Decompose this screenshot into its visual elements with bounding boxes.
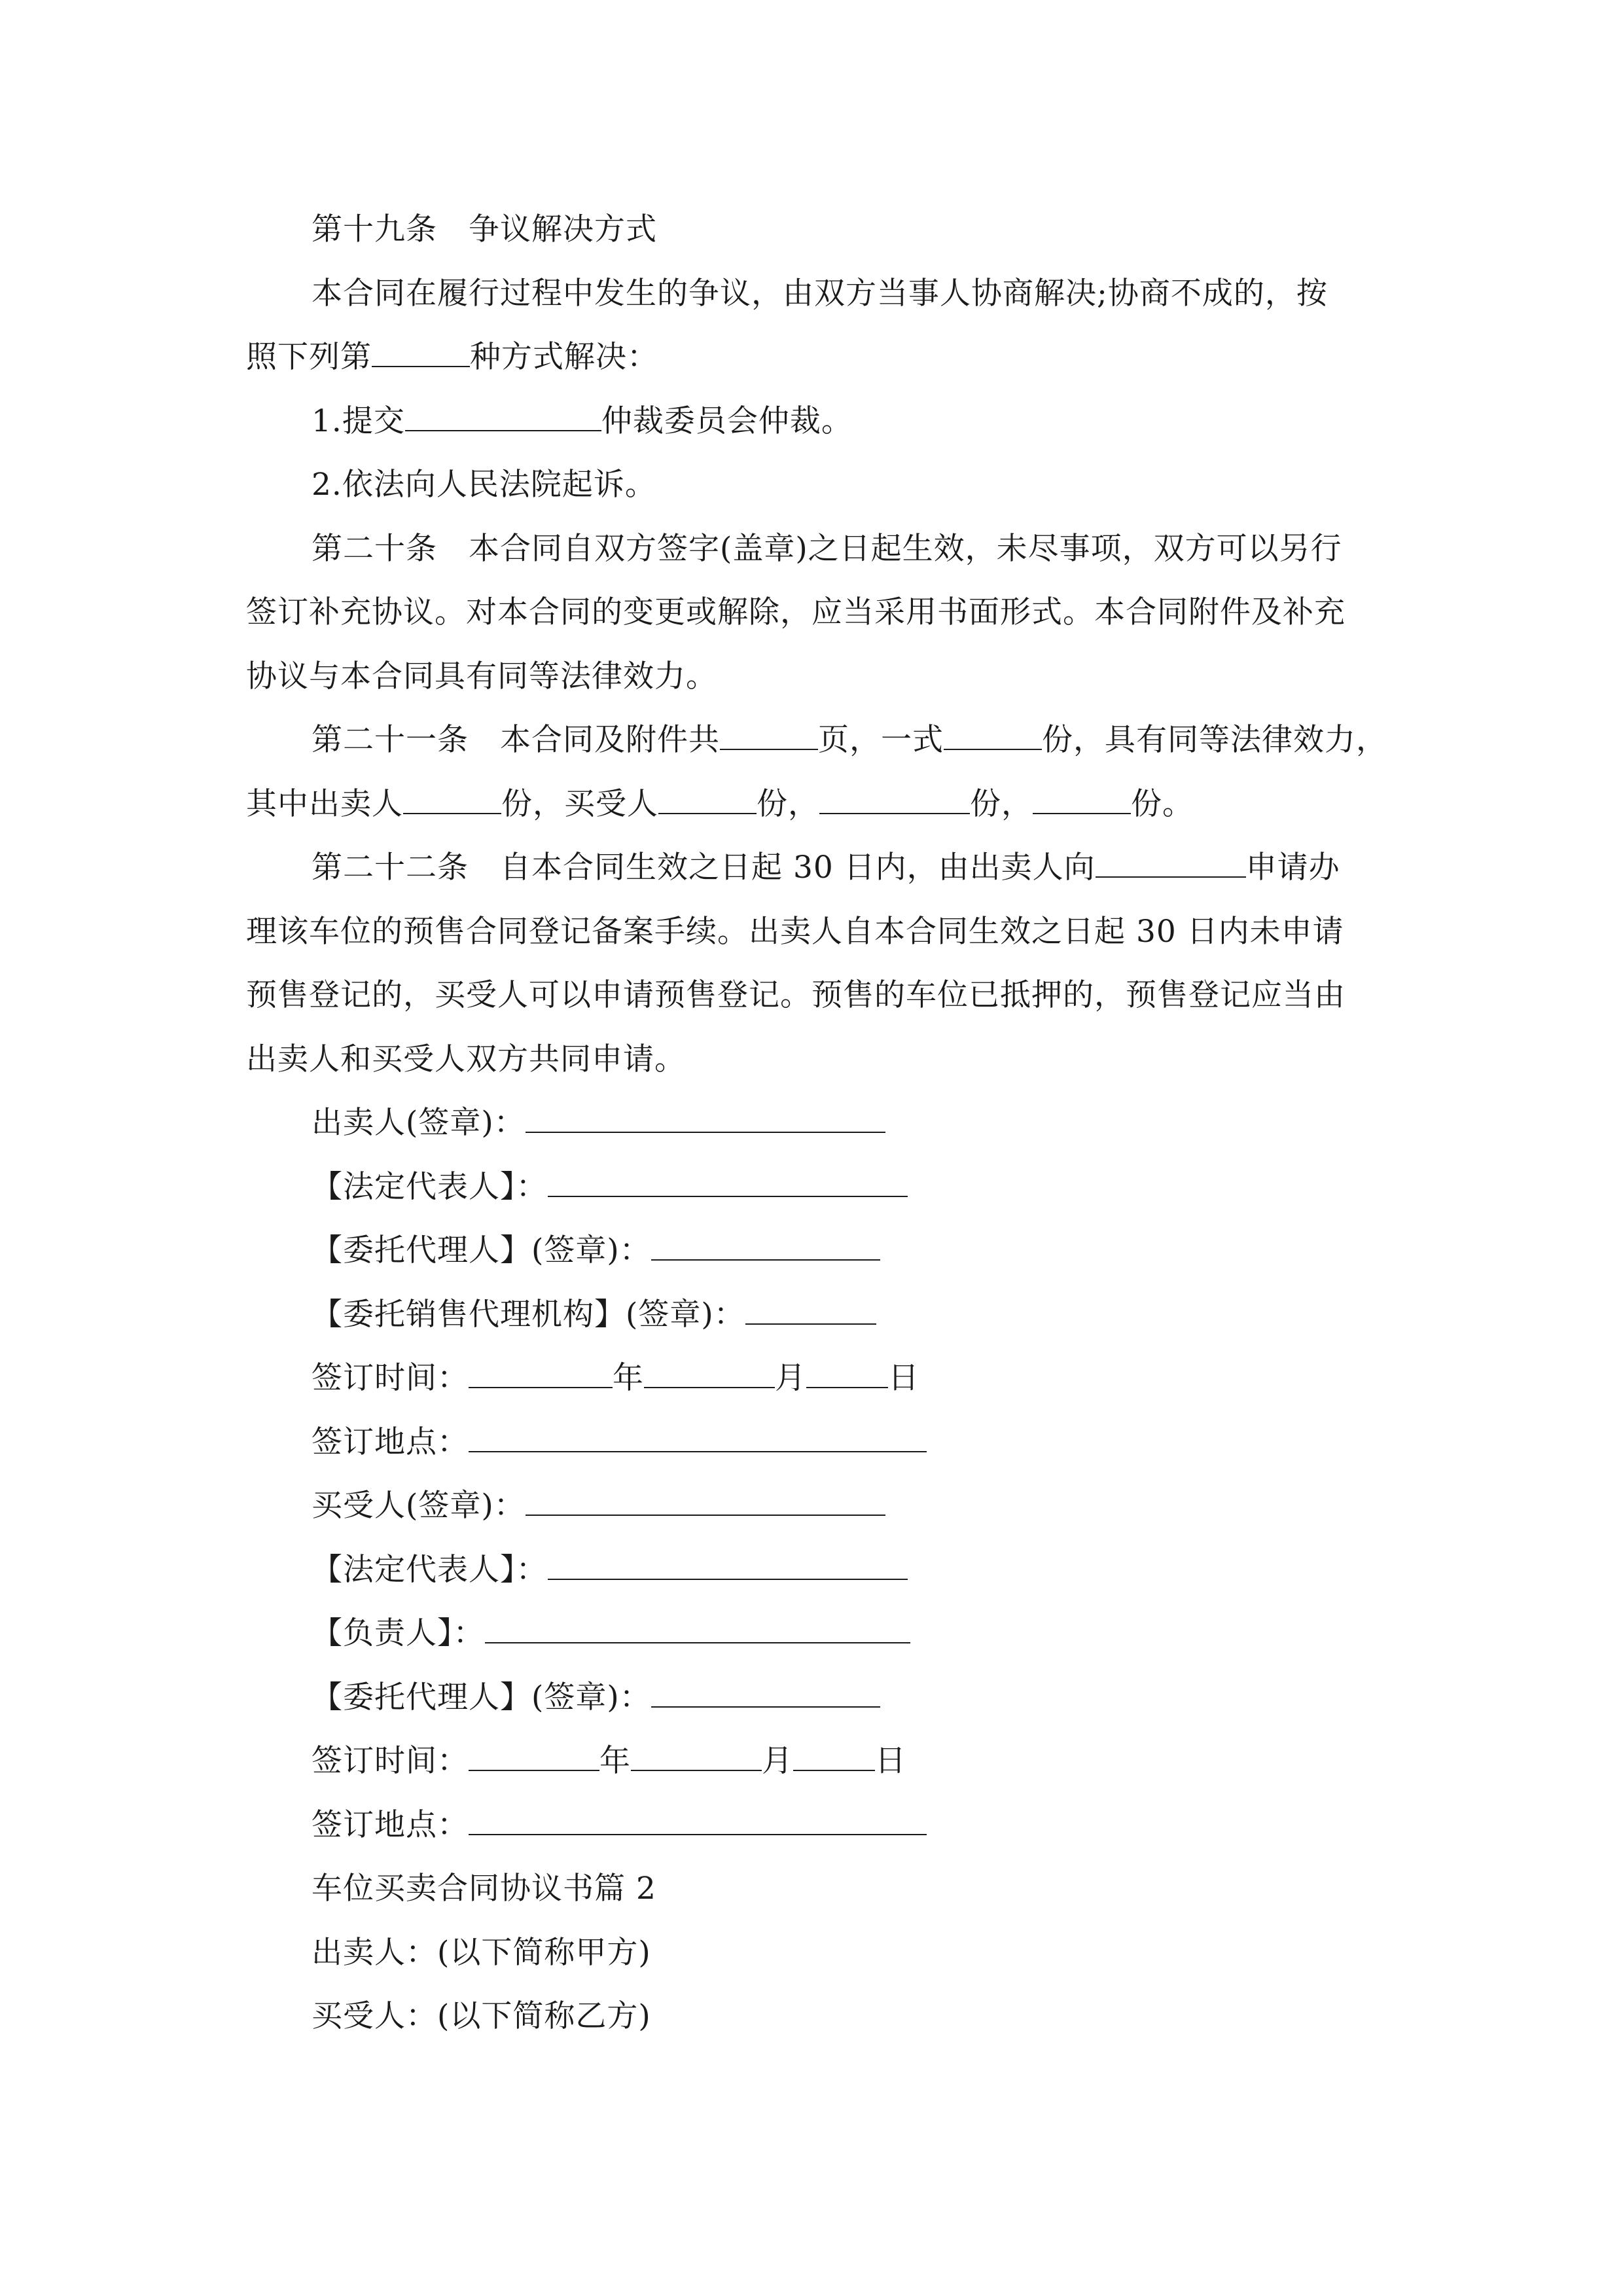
registration-authority-blank[interactable] [1096,850,1246,878]
seller-day-field[interactable] [806,1361,888,1388]
seller-sales-agency-label: 【委托销售代理机构】(签章)： [312,1296,745,1333]
section-2-title: 车位买卖合同协议书篇 2 [312,1871,656,1907]
other-party-blank[interactable] [819,787,970,814]
article-22-text-c: 理该车位的预售合同登记备案手续。出卖人自本合同生效之日起 30 日内未申请 [246,913,1344,950]
article-20-line-1 [246,517,1381,581]
seller-sales-agency-field[interactable] [745,1297,876,1325]
article-19-text-2a: 照下列第 [246,339,372,375]
buyer-day-label: 日 [875,1743,906,1779]
buyer-date-row [246,1729,1381,1793]
seller-place-field[interactable] [469,1425,927,1452]
buyer-year-field[interactable] [469,1744,599,1771]
article-22-line-2 [246,900,1381,964]
seller-legal-rep-label: 【法定代表人】： [312,1168,548,1205]
document-body [246,198,1387,2049]
option-1-suffix: 仲裁委员会仲裁。 [601,403,853,439]
seller-year-field[interactable] [469,1361,613,1388]
buyer-place-row [246,1793,1381,1857]
buyer-responsible-row [246,1602,1381,1666]
option-1-prefix: 1.提交 [312,403,405,439]
article-20-line-3: 协议与本合同具有同等法律效力。 [246,658,717,694]
buyer-place-label: 签订地点： [312,1806,469,1843]
article-22-line-1 [246,836,1381,900]
seller-year-label: 年 [613,1360,644,1396]
article-21-text-g: 份， [970,785,1033,822]
buyer-agent-field[interactable] [651,1680,880,1708]
article-19-text: 本合同在履行过程中发生的争议，由双方当事人协商解决;协商不成的，按 [312,275,1328,312]
article-20-text-2: 签订补充协议。对本合同的变更或解除，应当采用书面形式。本合同附件及补充 [246,594,1346,630]
buyer-responsible-label: 【负责人】： [312,1615,485,1651]
buyer-year-label: 年 [599,1743,631,1779]
section-2-buyer: 买受人：(以下简称乙方) [312,1998,651,2034]
buyer-date-label: 签订时间： [312,1743,469,1779]
arbitration-committee-blank[interactable] [405,404,601,431]
copies-count-blank[interactable] [944,723,1042,750]
seller-date-row [246,1346,1381,1410]
seller-legal-rep-field[interactable] [548,1170,908,1197]
buyer-month-field[interactable] [631,1744,762,1771]
seller-sales-agency-row [246,1283,1381,1347]
buyer-day-field[interactable] [793,1744,875,1771]
seller-month-field[interactable] [644,1361,775,1388]
seller-month-label: 月 [775,1360,806,1396]
article-22-line-4: 出卖人和买受人双方共同申请。 [246,1041,686,1077]
option-number-blank[interactable] [372,340,470,367]
seller-date-label: 签订时间： [312,1360,469,1396]
seller-agent-field[interactable] [651,1233,880,1261]
article-21-text-h: 份。 [1131,785,1194,822]
seller-signature-row [246,1091,1381,1155]
buyer-legal-rep-label: 【法定代表人】： [312,1551,548,1588]
buyer-signature-row [246,1474,1381,1538]
article-20-text-1: 第二十条 本合同自双方签字(盖章)之日起生效，未尽事项，双方可以另行 [312,530,1342,567]
seller-legal-rep-row [246,1155,1381,1219]
article-19-paragraph-cont [246,325,1381,389]
article-22-text-d: 预售登记的，买受人可以申请预售登记。预售的车位已抵押的，预售登记应当由 [246,977,1346,1013]
buyer-place-field[interactable] [469,1808,927,1835]
seller-place-label: 签订地点： [312,1424,469,1460]
pages-count-blank[interactable] [720,723,818,750]
section-2-seller: 出卖人：(以下简称甲方) [312,1934,651,1971]
buyer-copies-blank[interactable] [658,787,757,814]
seller-place-row [246,1410,1381,1475]
article-21-text-c: 份，具有同等法律效力， [1042,722,1387,758]
article-19-text-2b: 种方式解决： [470,339,658,375]
article-22-line-3 [246,963,1381,1028]
article-21-line-1 [246,708,1387,772]
buyer-agent-label: 【委托代理人】(签章)： [312,1679,651,1715]
buyer-legal-rep-field[interactable] [548,1552,908,1580]
buyer-signature-label: 买受人(签章)： [312,1488,526,1524]
article-22-text-b: 申请办 [1245,850,1340,886]
article-19-paragraph [246,262,1381,326]
article-19-title: 第十九条 争议解决方式 [312,211,657,247]
article-19-option-2: 2.依法向人民法院起诉。 [312,467,656,503]
other-copies-blank[interactable] [1033,787,1131,814]
buyer-signature-field[interactable] [526,1488,885,1516]
buyer-month-label: 月 [762,1743,793,1779]
seller-agent-row [246,1219,1381,1283]
buyer-responsible-field[interactable] [485,1616,910,1643]
article-22-text-a: 第二十二条 自本合同生效之日起 30 日内，由出卖人向 [312,850,1096,886]
article-21-text-e: 份，买受人 [501,785,658,822]
article-21-text-a: 第二十一条 本合同及附件共 [312,722,720,758]
buyer-agent-row [246,1666,1381,1730]
article-19-option-1 [246,389,1381,454]
seller-copies-blank[interactable] [403,787,501,814]
article-20-line-2 [246,581,1381,645]
buyer-legal-rep-row [246,1538,1381,1602]
seller-signature-field[interactable] [526,1105,885,1133]
article-21-text-b: 页，一式 [818,722,944,758]
article-21-text-f: 份， [757,785,819,822]
seller-day-label: 日 [888,1360,919,1396]
article-21-line-2 [246,772,1381,836]
seller-signature-label: 出卖人(签章)： [312,1105,526,1141]
article-21-text-d: 其中出卖人 [246,785,403,822]
seller-agent-label: 【委托代理人】(签章)： [312,1232,651,1268]
